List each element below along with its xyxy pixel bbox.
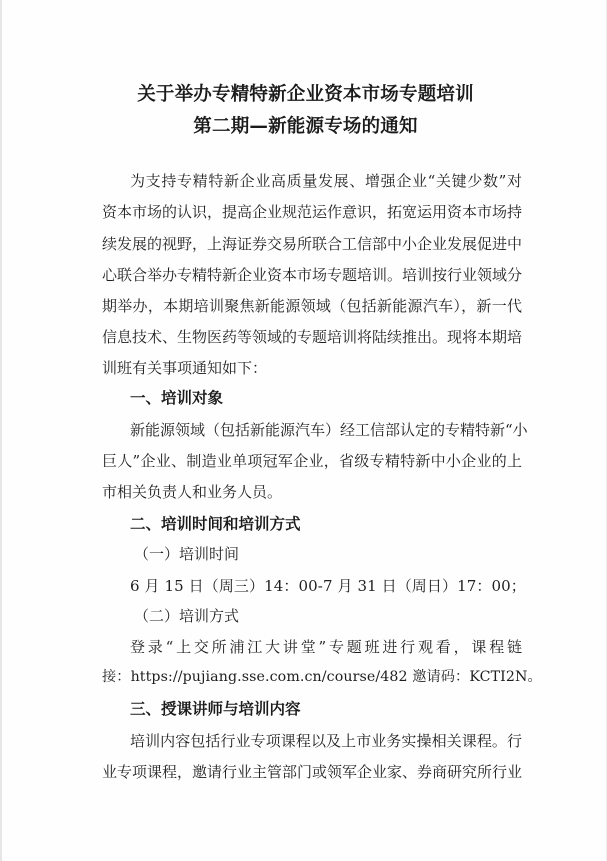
document-title-line-2: 第二期—新能源专场的通知 <box>193 116 418 137</box>
section3-line: 业专项课程，邀请行业主管部门或领军企业家、券商研究所行业 <box>102 763 523 781</box>
intro-line: 期举办，本期培训聚焦新能源领域（包括新能源汽车），新一代 <box>102 297 522 315</box>
intro-line: 为支持专精特新企业高质量发展、增强企业“关键少数”对 <box>130 172 522 190</box>
intro-line: 续发展的视野，上海证券交易所联合工信部中小企业发展促进中 <box>102 235 523 253</box>
subsection-label-method: （二）培训方式 <box>134 607 240 625</box>
method-line: 登录“上交所浦江大讲堂”专题班进行观看，课程链 <box>130 638 522 656</box>
section3-line: 培训内容包括行业专项课程以及上市业务实操相关课程。行 <box>130 732 522 750</box>
section-heading-2: 二、培训时间和培训方式 <box>130 515 301 533</box>
section1-line: 市相关负责人和业务人员。 <box>102 483 283 501</box>
intro-line: 信息技术、生物医药等领域的专题培训将陆续推出。现将本期培 <box>102 328 523 346</box>
intro-line: 资本市场的认识，提高企业规范运作意识，拓宽运用资本市场持 <box>102 203 523 221</box>
section1-line: 新能源领域（包括新能源汽车）经工信部认定的专精特新“小 <box>130 421 528 439</box>
section1-line: 巨人”企业、制造业单项冠军企业，省级专精特新中小企业的上 <box>102 452 522 470</box>
section-heading-1: 一、培训对象 <box>130 389 224 407</box>
intro-line: 心联合举办专精特新企业资本市场专题培训。培训按行业领域分 <box>102 266 523 284</box>
training-time-text: 6 月 15 日（周三）14：00-7 月 31 日（周日）17：00； <box>130 577 526 595</box>
subsection-label-time: （一）培训时间 <box>134 545 240 563</box>
document-title-line-1: 关于举办专精特新企业资本市场专题培训 <box>137 84 474 105</box>
section-heading-3: 三、授课讲师与培训内容 <box>130 700 301 718</box>
course-link-line[interactable]: 接：https://pujiang.sse.com.cn/course/482 邀请码：KCTI2N。 <box>102 669 542 685</box>
intro-line: 训班有关事项通知如下： <box>102 359 268 377</box>
